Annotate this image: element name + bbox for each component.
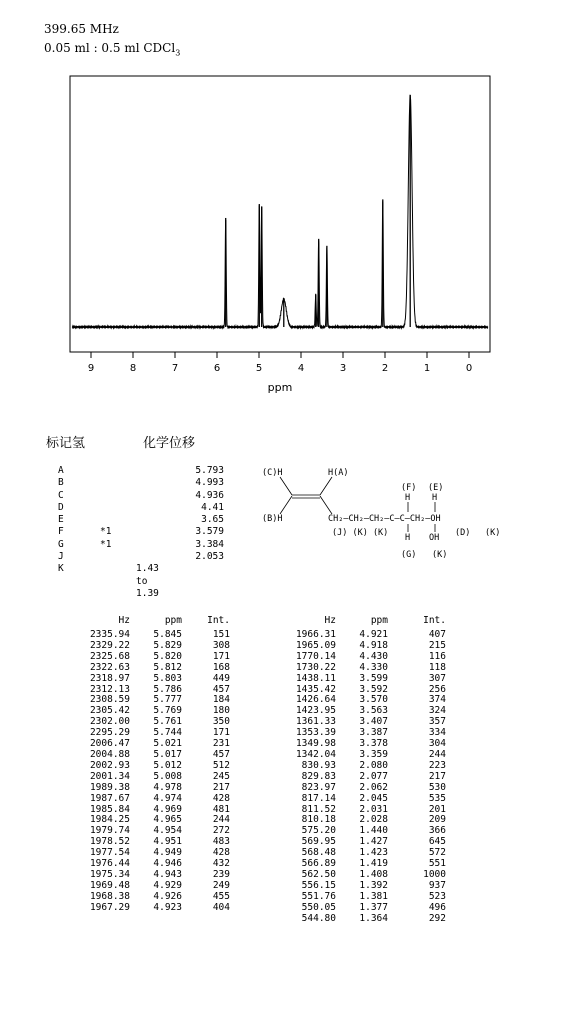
- cell-hz: 1353.39: [295, 727, 336, 739]
- table-row: [286, 914, 446, 925]
- cell-int: 1000: [423, 868, 446, 880]
- cell-int: 249: [212, 879, 230, 891]
- label-h3: H: [405, 533, 411, 543]
- cell-int: 523: [428, 890, 446, 902]
- cell-hz: 1342.04: [295, 748, 336, 760]
- cell-ppm: 1.392: [359, 879, 388, 891]
- cell-ppm: 3.563: [359, 705, 388, 717]
- cell-int: 455: [212, 890, 230, 902]
- assignment-mark: *1: [100, 526, 112, 538]
- cell-ppm: 5.803: [153, 672, 182, 684]
- assignment-label: D: [58, 501, 64, 513]
- col-hz: Hz: [324, 615, 336, 626]
- cell-int: 350: [212, 716, 230, 728]
- cell-int: 404: [212, 901, 230, 913]
- assignment-shift: 3.384: [195, 538, 224, 550]
- cell-int: 256: [428, 683, 446, 695]
- assignment-label: G: [58, 538, 64, 550]
- cell-hz: 2305.42: [89, 705, 130, 717]
- label-oh: OH: [429, 533, 440, 543]
- cell-int: 428: [212, 847, 230, 859]
- label-h1: H: [405, 493, 411, 503]
- cell-int: 116: [428, 650, 446, 662]
- cell-ppm: 1.419: [359, 858, 388, 870]
- assignment-header-shift: 化学位移: [143, 436, 196, 451]
- label-f: (F): [401, 483, 417, 493]
- cell-int: 572: [428, 847, 446, 859]
- cell-hz: 1987.67: [89, 792, 130, 804]
- cell-int: 308: [212, 639, 230, 651]
- cell-int: 457: [212, 683, 230, 695]
- cell-ppm: 2.077: [359, 770, 388, 782]
- cell-hz: 1976.44: [89, 858, 130, 870]
- cell-hz: 2329.22: [89, 639, 130, 651]
- cell-int: 171: [212, 727, 230, 739]
- cell-hz: 1435.42: [295, 683, 336, 695]
- cell-ppm: 3.378: [359, 738, 388, 750]
- cell-hz: 1968.38: [89, 890, 130, 902]
- cell-ppm: 5.786: [153, 683, 182, 695]
- cell-ppm: 5.021: [153, 738, 182, 750]
- table-row: [286, 663, 446, 674]
- cell-ppm: 5.761: [153, 716, 182, 728]
- col-ppm: ppm: [164, 615, 182, 626]
- col-int: Int.: [207, 615, 230, 626]
- cell-int: 171: [212, 650, 230, 662]
- cell-int: 324: [428, 705, 446, 717]
- x-tick-label: 9: [87, 363, 95, 374]
- cell-int: 407: [428, 629, 446, 640]
- cell-hz: 830.93: [301, 759, 336, 771]
- cell-hz: 817.14: [301, 792, 336, 804]
- table-row: [78, 674, 230, 685]
- cell-ppm: 1.423: [359, 847, 388, 859]
- cell-int: 449: [212, 672, 230, 684]
- cell-ppm: 4.929: [153, 879, 182, 891]
- cell-int: 215: [428, 639, 446, 651]
- cell-hz: 556.15: [301, 879, 336, 891]
- cell-int: 217: [428, 770, 446, 782]
- cell-int: 223: [428, 759, 446, 771]
- cell-ppm: 4.969: [153, 803, 182, 815]
- cell-int: 535: [428, 792, 446, 804]
- cell-hz: 2318.97: [89, 672, 130, 684]
- label-h2: H: [432, 493, 438, 503]
- cell-int: 483: [212, 836, 230, 848]
- cell-int: 231: [212, 738, 230, 750]
- cell-hz: 1349.98: [295, 738, 336, 750]
- cell-ppm: 4.330: [359, 661, 388, 673]
- cell-int: 512: [212, 759, 230, 771]
- col-int: Int.: [423, 615, 446, 626]
- col-ppm: ppm: [370, 615, 388, 626]
- cell-hz: 2302.00: [89, 716, 130, 728]
- cell-ppm: 5.017: [153, 748, 182, 760]
- peak-table-right: [286, 616, 446, 924]
- cell-hz: 2308.59: [89, 694, 130, 706]
- cell-int: 481: [212, 803, 230, 815]
- cell-ppm: 4.926: [153, 890, 182, 902]
- assignment-shift: 3.579: [195, 526, 224, 538]
- cell-hz: 1361.33: [295, 716, 336, 728]
- assignment-label: J: [58, 551, 64, 563]
- cell-hz: 1975.34: [89, 868, 130, 880]
- table-row: [286, 794, 446, 805]
- cell-hz: 1965.09: [295, 639, 336, 651]
- cell-hz: 566.89: [301, 858, 336, 870]
- cell-ppm: 2.080: [359, 759, 388, 771]
- x-tick-label: 3: [339, 363, 347, 374]
- assignment-shift: 4.936: [195, 489, 224, 501]
- cell-hz: 569.95: [301, 836, 336, 848]
- cell-ppm: 1.381: [359, 890, 388, 902]
- cell-ppm: 4.921: [359, 629, 388, 640]
- cell-hz: 1423.95: [295, 705, 336, 717]
- cell-ppm: 5.820: [153, 650, 182, 662]
- cell-int: 551: [428, 858, 446, 870]
- cell-int: 201: [428, 803, 446, 815]
- x-tick-label: 5: [255, 363, 263, 374]
- assignment-shift: 2.053: [195, 551, 224, 563]
- label-sub: (J) (K) (K): [332, 528, 389, 538]
- assignment-mark: *1: [100, 538, 112, 550]
- cell-ppm: 3.407: [359, 716, 388, 728]
- cell-ppm: 3.599: [359, 672, 388, 684]
- cell-hz: 829.83: [301, 770, 336, 782]
- cell-ppm: 5.777: [153, 694, 182, 706]
- cell-int: 530: [428, 781, 446, 793]
- cell-hz: 2322.63: [89, 661, 130, 673]
- cell-ppm: 4.978: [153, 781, 182, 793]
- cell-ppm: 4.954: [153, 825, 182, 837]
- peak-table-left: [78, 616, 230, 914]
- cell-ppm: 2.028: [359, 814, 388, 826]
- cell-ppm: 4.918: [359, 639, 388, 651]
- cell-int: 496: [428, 901, 446, 913]
- cell-int: 168: [212, 661, 230, 673]
- cell-hz: 1770.14: [295, 650, 336, 662]
- x-tick-label: 6: [213, 363, 221, 374]
- assignment-label: B: [58, 477, 64, 489]
- cell-ppm: 5.012: [153, 759, 182, 771]
- cell-hz: 568.48: [301, 847, 336, 859]
- x-tick-label: 1: [423, 363, 431, 374]
- table-row: [78, 794, 230, 805]
- label-d: (D): [455, 528, 471, 538]
- assignment-label: F: [58, 526, 64, 538]
- assignment-shift: 5.793: [195, 465, 224, 476]
- table-row: [78, 663, 230, 674]
- cell-int: 432: [212, 858, 230, 870]
- cell-ppm: 3.359: [359, 748, 388, 760]
- cell-hz: 2325.68: [89, 650, 130, 662]
- cell-int: 244: [428, 748, 446, 760]
- cell-hz: 1967.29: [89, 901, 130, 913]
- cell-int: 374: [428, 694, 446, 706]
- cell-hz: 1989.38: [89, 781, 130, 793]
- cell-ppm: 3.570: [359, 694, 388, 706]
- cell-ppm: 1.408: [359, 868, 388, 880]
- cell-hz: 2001.34: [89, 770, 130, 782]
- x-tick-label: 4: [297, 363, 305, 374]
- cell-hz: 823.97: [301, 781, 336, 793]
- cell-int: 457: [212, 748, 230, 760]
- cell-ppm: 5.008: [153, 770, 182, 782]
- cell-ppm: 4.965: [153, 814, 182, 826]
- x-tick-label: 2: [381, 363, 389, 374]
- x-axis-label: ppm: [267, 381, 293, 394]
- cell-hz: 1966.31: [295, 629, 336, 640]
- cell-hz: 575.20: [301, 825, 336, 837]
- cell-ppm: 4.951: [153, 836, 182, 848]
- cell-hz: 1426.64: [295, 694, 336, 706]
- sample-ratio: 0.05 ml : 0.5 ml CDCl: [44, 41, 176, 55]
- cell-hz: 1985.84: [89, 803, 130, 815]
- cell-hz: 550.05: [301, 901, 336, 913]
- cell-int: 272: [212, 825, 230, 837]
- cell-int: 118: [428, 661, 446, 673]
- assignment-header-label: 标记氢: [46, 436, 86, 451]
- cell-hz: 1979.74: [89, 825, 130, 837]
- label-bh: (B)H: [262, 514, 283, 524]
- cell-int: 307: [428, 672, 446, 684]
- cell-hz: 1438.11: [295, 672, 336, 684]
- cell-int: 244: [212, 814, 230, 826]
- label-g: (G): [401, 550, 417, 560]
- table-row: [286, 674, 446, 685]
- cell-int: 428: [212, 792, 230, 804]
- cell-int: 239: [212, 868, 230, 880]
- cell-hz: 1730.22: [295, 661, 336, 673]
- cell-int: 180: [212, 705, 230, 717]
- cell-ppm: 5.845: [153, 629, 182, 640]
- cell-ppm: 4.923: [153, 901, 182, 913]
- cell-hz: 2335.94: [89, 629, 130, 640]
- cell-hz: 2004.88: [89, 748, 130, 760]
- sample-subscript: 3: [175, 48, 181, 58]
- assignment-label: K: [58, 563, 64, 575]
- cell-hz: 551.76: [301, 890, 336, 902]
- cell-hz: 2006.47: [89, 738, 130, 750]
- cell-ppm: 5.812: [153, 661, 182, 673]
- cell-ppm: 4.430: [359, 650, 388, 662]
- cell-hz: 544.80: [301, 912, 336, 924]
- assignment-label: C: [58, 489, 64, 501]
- cell-hz: 1977.54: [89, 847, 130, 859]
- assignment-shift: 4.41: [201, 501, 224, 513]
- cell-hz: 562.50: [301, 868, 336, 880]
- cell-ppm: 2.031: [359, 803, 388, 815]
- assignment-label: A: [58, 465, 64, 476]
- table-row: [286, 903, 446, 914]
- cell-ppm: 5.769: [153, 705, 182, 717]
- cell-int: 357: [428, 716, 446, 728]
- table-row: [286, 783, 446, 794]
- cell-ppm: 5.744: [153, 727, 182, 739]
- cell-hz: 1969.48: [89, 879, 130, 891]
- cell-ppm: 5.829: [153, 639, 182, 651]
- cell-ppm: 3.387: [359, 727, 388, 739]
- cell-ppm: 1.427: [359, 836, 388, 848]
- cell-hz: 811.52: [301, 803, 336, 815]
- cell-ppm: 4.949: [153, 847, 182, 859]
- cell-hz: 810.18: [301, 814, 336, 826]
- label-e: (E): [428, 483, 444, 493]
- cell-int: 645: [428, 836, 446, 848]
- cell-ppm: 4.974: [153, 792, 182, 804]
- spectrometer-frequency: 399.65 MHz: [44, 22, 119, 36]
- x-tick-label: 8: [129, 363, 137, 374]
- cell-ppm: 4.946: [153, 858, 182, 870]
- cell-int: 245: [212, 770, 230, 782]
- cell-int: 937: [428, 879, 446, 891]
- col-hz: Hz: [118, 615, 130, 626]
- cell-int: 334: [428, 727, 446, 739]
- label-ch: (C)H: [262, 468, 283, 478]
- label-k1: (K): [432, 550, 448, 560]
- cell-ppm: 1.377: [359, 901, 388, 913]
- cell-ppm: 1.440: [359, 825, 388, 837]
- label-chain: CH₂—CH₂—CH₂—C—C—CH₂—OH: [328, 514, 441, 524]
- label-ha: H(A): [328, 468, 349, 478]
- cell-int: 217: [212, 781, 230, 793]
- cell-ppm: 2.062: [359, 781, 388, 793]
- assignment-shift: 4.993: [195, 477, 224, 489]
- cell-ppm: 4.943: [153, 868, 182, 880]
- table-row: [78, 783, 230, 794]
- cell-hz: 1978.52: [89, 836, 130, 848]
- assignment-shift: 3.65: [201, 514, 224, 526]
- assignment-label: E: [58, 514, 64, 526]
- cell-int: 304: [428, 738, 446, 750]
- cell-int: 184: [212, 694, 230, 706]
- cell-hz: 2295.29: [89, 727, 130, 739]
- cell-ppm: 1.364: [359, 912, 388, 924]
- cell-int: 209: [428, 814, 446, 826]
- cell-hz: 1984.25: [89, 814, 130, 826]
- cell-int: 151: [212, 629, 230, 640]
- table-row: [78, 903, 230, 914]
- cell-hz: 2312.13: [89, 683, 130, 695]
- assignment-shift: 1.43 to 1.39: [136, 563, 159, 599]
- cell-ppm: 2.045: [359, 792, 388, 804]
- cell-int: 292: [428, 912, 446, 924]
- label-k2: (K): [485, 528, 501, 538]
- x-tick-label: 7: [171, 363, 179, 374]
- cell-hz: 2002.93: [89, 759, 130, 771]
- cell-int: 366: [428, 825, 446, 837]
- x-tick-label: 0: [465, 363, 473, 374]
- cell-ppm: 3.592: [359, 683, 388, 695]
